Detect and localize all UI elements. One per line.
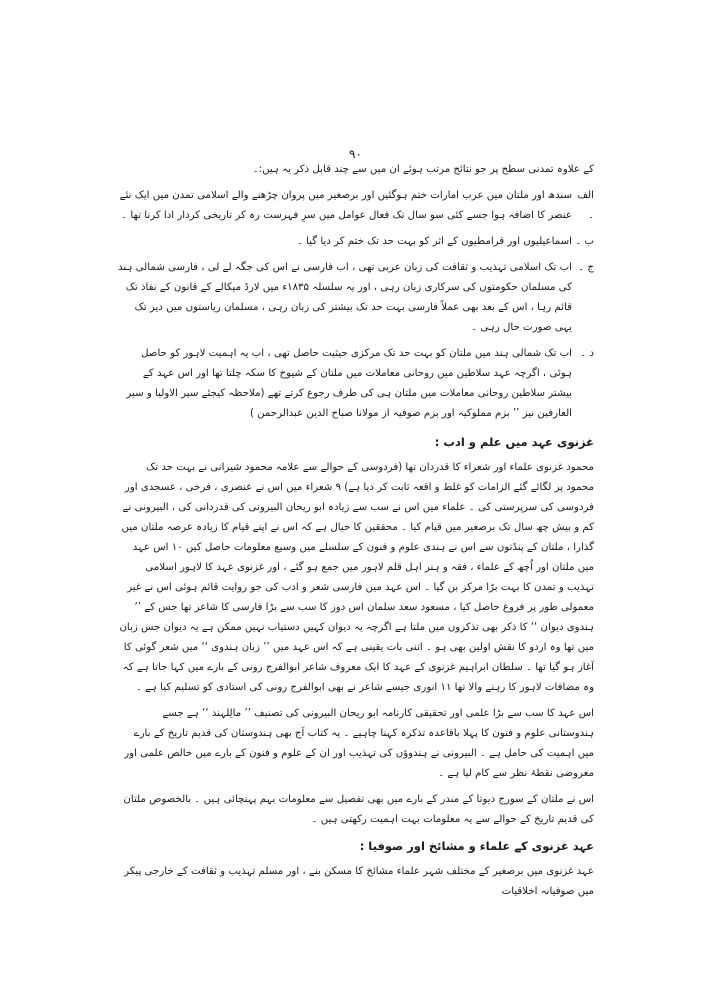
list-item-text: اب تک شمالی ہند میں ملتان کو بہت حد تک مرکزی حیثیت حاصل تھی ، اب یہ اہمیت لاہور کو حاصل ہوئی ، اگرچہ عہد سلاطین میں روحانی معاملات میں ملتان کے شیوخ کا سکہ چلتا تھا اور اس عہد کے بیشتر سلاطین روحانی معاملات میں ملتان ہی کی طرف رجوع کرتے تھے (ملاحظہ کیجئے سیر الاولیا و سیر العارفین نیز ’’ بزم مملوکیہ اور بزم صوفیہ از مولانا صباح الدین عبدالرحمن ) <box>126 348 572 419</box>
list-marker: الف ۔ <box>577 190 594 221</box>
list-item <box>116 258 594 344</box>
paragraph: اس عہد کا سب سے بڑا علمی اور تحقیقی کارنامہ ابو ریحان البیرونی کی تصنیف ’’ مالِلہند ‘‘ ہے جسے ہندوستانی علوم و فنون کا پہلا باقاعدہ تذکرہ کہنا چاہیے ۔ یہ کتاب آج بھی ہندوستان کی قدیم تاریخ کے بارے میں اہمیت کی حامل ہے ۔ البیرونی نے ہندوؤں کی تہذیب اور ان کے علوم و فنون کے بارے میں خالص علمی اور معروضی نقطۂ نظر سے کام لیا ہے ۔ <box>124 708 594 779</box>
page-number: ۹۰ <box>349 147 362 161</box>
list-item <box>116 232 594 258</box>
intro-paragraph: کے علاوہ تمدنی سطح پر جو نتائج مرتب ہوئے ان میں سے چند قابل ذکر یہ ہیں:۔ <box>252 164 594 175</box>
section-heading: عہد غزنوی کے علماء و مشائخ اور صوفیا : <box>359 839 594 853</box>
paragraph: محمود غزنوی علماء اور شعراء کا قدردان تھا (فردوسی کے حوالے سے علامہ محمود شیرانی نے بہت حد تک محمود پر لگائے گئے الزامات کو غلط و اقعہ ثابت کر دیا ہے) ۹ شعراء میں اس نے عنصری ، فرخی ، عسجدی اور فردوسی کی سرپرستی کی ۔ علماء میں اس نے سب سے زیادہ ابو ریحان البیرونی کی قدردانی کی ، البیرونی نے کم و بیش چھ سال تک برصغیر میں قیام کیا ۔ محققین کا خیال ہے کہ اس نے اپنے قیام کا زیادہ عرصہ ملتان میں گذارا ، ملتان کے پنڈتوں سے اس نے ہندی علوم و فنون کے سلسلے میں وسیع معلومات حاصل کیں ۱۰ اس عہد میں ملتان اور اُچھ کے علماء ، فقہ و ہنر اہل قلم لاہور میں جمع ہو گئے ، اور غزنوی عہد کا لاہور اسلامی تہذیب و تمدن کا بہت بڑا مرکز بن گیا ۔ اس عہد میں فارسی شعر و ادب کی جو روایت قائم ہوئی اس نے غیر معمولی طور پر فروغ حاصل کیا ، مسعود سعد سلمان اس دور کا سب سے بڑا فارسی کا شاعر تھا جس کے ’’ ہندوی دیوان ‘‘ کا ذکر بھی تذکروں میں ملتا ہے اگرچہ یہ دیوان کہیں دستیاب نہیں ممکن ہے یہ دیوان جس زبان میں تھا وہ اردو کا نقش اولین بھی ہو ۔ اتنی بات یقینی ہے کہ اس عہد میں ’’ زبان ہندوی ‘‘ میں شعر گوئی کا آغاز ہو گیا تھا ۔ سلطان ابراہیم غزنوی کے عہد کا ایک معروف شاعر ابوالفرج رونی کے بارے میں کہا جاتا ہے کہ وہ مضافات لاہور کا رہنے والا تھا ۱۱ انوری جیسے شاعر نے بھی ابوالفرج رونی کی استادی کو تسلیم کیا ہے ۔ <box>119 462 594 693</box>
list-item-text: اسماعیلیوں اور قرامطیوں کے اثر کو بہت حد تک ختم کر دیا گیا ۔ <box>296 236 572 247</box>
paragraph: عہد غزنوی میں برصغیر کے مختلف شہر علماء مشائخ کا مسکن بنے ، اور مسلم تہذیب و ثقافت کے خارجی پیکر میں صوفیانہ اخلاقیات <box>124 866 594 897</box>
list-marker: ب ۔ <box>575 236 594 247</box>
section-heading: غزنوی عہد میں علم و ادب : <box>434 435 594 449</box>
body-text <box>116 160 594 908</box>
list-marker: د ۔ <box>580 348 594 359</box>
list-marker: ج ۔ <box>578 262 594 273</box>
list-item <box>116 344 594 430</box>
list-item <box>116 186 594 232</box>
list-item-text: اب تک اسلامی تہذیب و ثقافت کی زبان عربی تھی ، اب فارسی نے اس کی جگہ لے لی ، فارسی شمالی ہند کی مسلمان حکومتوں کی سرکاری زبان رہی ، اور یہ سلسلہ ۱۸۳۵ء میں لارڈ میکالے کے قانون کے نفاذ تک قائم رہا ، اس کے بعد بھی عملاً فارسی بہت حد تک بیشتر کی زبان رہی ، مسلمان ریاستوں میں دیر تک یہی صورت حال رہی ۔ <box>118 262 572 333</box>
paragraph: اس نے ملتان کے سورج دیوتا کے مندر کے بارے میں بھی تفصیل سے معلومات بہم پہنچائی ہیں ۔ بالخصوص ملتان کی قدیم تاریخ کے حوالے سے یہ معلومات بہت اہمیت رکھتی ہیں ۔ <box>123 794 594 825</box>
list-item-text: سندھ اور ملتان میں عرب امارات ختم ہوگئیں اور برصغیر میں پروان چڑھنے والے اسلامی تمدن میں ایک نئے عنصر کا اضافہ ہوا جسے کئی سو سال تک فعال عوامل میں سرِ فہرست رہ کر تاریخی کردار ادا کرنا تھا ۔ <box>119 190 572 221</box>
